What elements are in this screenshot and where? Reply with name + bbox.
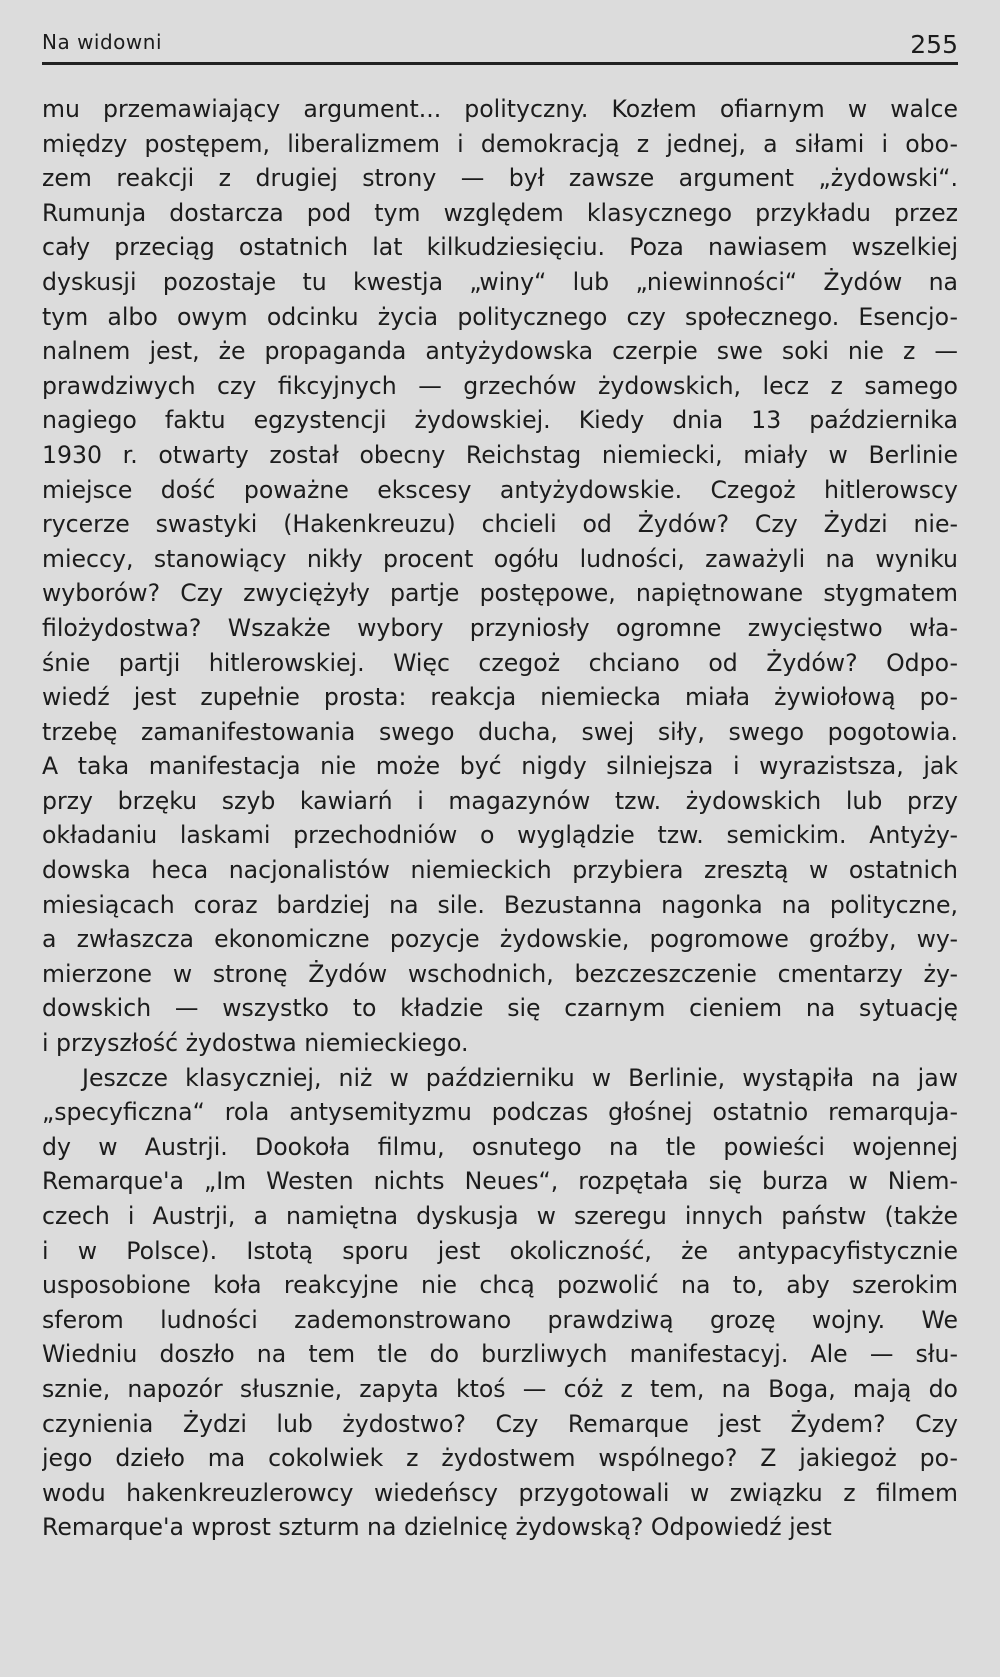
text-line: rycerze swastyki (Hakenkreuzu) chcieli od Żydów? Czy Żydzi nie- xyxy=(42,510,958,539)
text-line: i przyszłość żydostwa niemieckiego. xyxy=(42,1029,469,1058)
text-line: usposobione koła reakcyjne nie chcą pozwolić na to, aby szerokim xyxy=(42,1271,958,1300)
text-line: sznie, napozór słusznie, zapyta ktoś — cóż z tem, na Boga, mają do xyxy=(42,1374,958,1403)
text-line: i w Polsce). Istotą sporu jest okoliczność, że antypacyfistycznie xyxy=(42,1236,958,1265)
running-head: Na widowni xyxy=(42,30,163,54)
text-line: dowska heca nacjonalistów niemieckich przybiera zresztą w ostatnich xyxy=(42,856,958,885)
text-line: mu przemawiający argument... polityczny. Kozłem ofiarnym w walce xyxy=(42,95,958,123)
text-line: wyborów? Czy zwyciężyły partje postępowe, napiętnowane stygmatem xyxy=(42,579,958,608)
text-line: A taka manifestacja nie może być nigdy silniejsza i wyrazistsza, jak xyxy=(42,752,958,781)
text-line: zem reakcji z drugiej strony — był zawsze argument „żydowski“. xyxy=(42,164,958,193)
text-line: Wiedniu doszło na tem tle do burzliwych manifestacyj. Ale — słu- xyxy=(42,1340,958,1369)
text-line: miejsce dość poważne ekscesy antyżydowskie. Czegoż hitlerowscy xyxy=(42,475,958,504)
text-line: śnie partji hitlerowskiej. Więc czegoż chciano od Żydów? Odpo- xyxy=(42,648,958,677)
text-line: wodu hakenkreuzlerowcy wiedeńscy przygotowali w związku z filmem xyxy=(42,1478,958,1507)
body-text xyxy=(42,92,958,1545)
text-line: tym albo owym odcinku życia politycznego czy społecznego. Esencjo- xyxy=(42,302,958,331)
text-line: Remarque'a „Im Westen nichts Neues“, rozpętała się burza w Niem- xyxy=(42,1167,958,1196)
text-line: nagiego faktu egzystencji żydowskiej. Kiedy dnia 13 października xyxy=(42,406,958,435)
text-line: a zwłaszcza ekonomiczne pozycje żydowskie, pogromowe groźby, wy- xyxy=(42,925,958,954)
text-line: „specyficzna“ rola antysemityzmu podczas głośnej ostatnio remarquja- xyxy=(42,1098,958,1127)
text-line: czynienia Żydzi lub żydostwo? Czy Remarque jest Żydem? Czy xyxy=(42,1409,958,1438)
text-line: między postępem, liberalizmem i demokracją z jednej, a siłami i obo- xyxy=(42,129,958,158)
text-line: mieccy, stanowiący nikły procent ogółu ludności, zaważyli na wyniku xyxy=(42,544,958,573)
text-line: okładaniu laskami przechodniów o wyglądzie tzw. semickim. Antyży- xyxy=(42,821,958,850)
text-line: nalnem jest, że propaganda antyżydowska czerpie swe soki nie z — xyxy=(42,337,958,366)
text-line: cały przeciąg ostatnich lat kilkudziesięciu. Poza nawiasem wszelkiej xyxy=(42,233,958,262)
text-line: mierzone w stronę Żydów wschodnich, bezczeszczenie cmentarzy ży- xyxy=(42,959,958,988)
text-line: 1930 r. otwarty został obecny Reichstag niemiecki, miały w Berlinie xyxy=(42,440,958,469)
text-line: czech i Austrji, a namiętna dyskusja w szeregu innych państw (także xyxy=(42,1202,958,1230)
header-rule xyxy=(42,62,958,65)
text-line: wiedź jest zupełnie prosta: reakcja niemiecka miała żywiołową po- xyxy=(42,683,958,712)
text-line: Remarque'a wprost szturm na dzielnicę żydowską? Odpowiedź jest xyxy=(42,1513,832,1542)
text-line: miesiącach coraz bardziej na sile. Bezustanna nagonka na polityczne, xyxy=(42,890,958,919)
text-line: jego dzieło ma cokolwiek z żydostwem wspólnego? Z jakiegoż po- xyxy=(42,1444,958,1473)
text-line: dowskich — wszystko to kładzie się czarnym cieniem na sytuację xyxy=(42,994,958,1023)
page-number: 255 xyxy=(910,30,958,59)
text-line: dy w Austrji. Dookoła filmu, osnutego na tle powieści wojennej xyxy=(42,1132,958,1161)
text-line: Jeszcze klasyczniej, niż w październiku w Berlinie, wystąpiła na jaw xyxy=(82,1063,958,1092)
text-line: prawdziwych czy fikcyjnych — grzechów żydowskich, lecz z samego xyxy=(42,371,958,400)
text-line: trzebę zamanifestowania swego ducha, swej siły, swego pogotowia. xyxy=(42,717,958,746)
page-header xyxy=(42,26,958,66)
text-line: Rumunja dostarcza pod tym względem klasycznego przykładu przez xyxy=(42,198,958,227)
text-line: przy brzęku szyb kawiarń i magazynów tzw. żydowskich lub przy xyxy=(42,786,958,815)
text-line: filożydostwa? Wszakże wybory przyniosły ogromne zwycięstwo wła- xyxy=(42,613,958,642)
text-line: sferom ludności zademonstrowano prawdziwą grozę wojny. We xyxy=(42,1305,958,1334)
text-line: dyskusji pozostaje tu kwestja „winy“ lub „niewinności“ Żydów na xyxy=(42,267,958,296)
